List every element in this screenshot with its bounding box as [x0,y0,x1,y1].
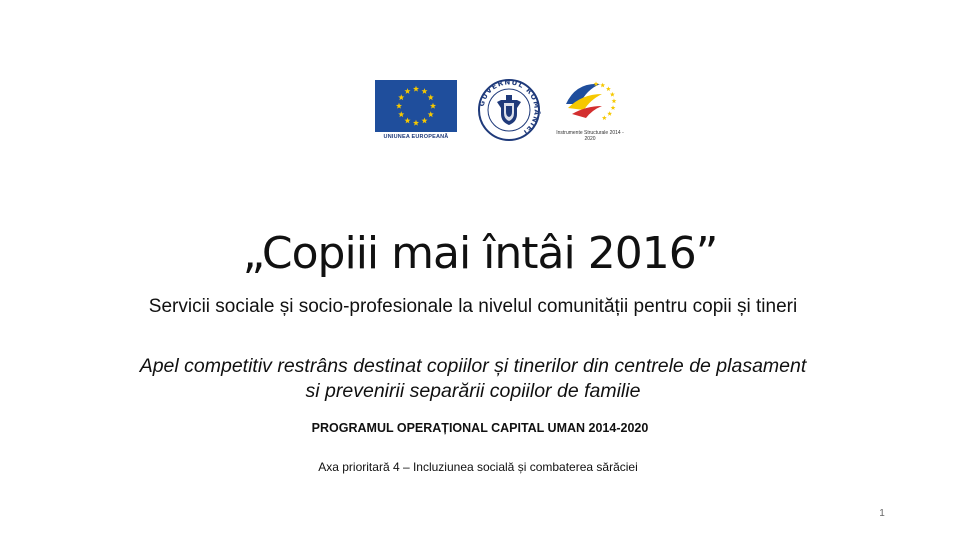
eu-star-icon [413,86,419,92]
call-line-2: si prevenirii separării copiilor de familie [305,380,641,402]
call-line-1: Apel competitiv restrâns destinat copiilor și tinerilor din centrele de plasament [139,355,807,377]
priority-axis: Axa prioritară 4 – Incluziunea socială și combaterea sărăciei [318,460,638,474]
eu-star-icon [404,118,410,124]
eu-flag-icon [375,80,457,132]
slide-subtitle: Servicii sociale și socio-profesionale la nivelul comunității pentru copii și tineri [148,296,798,317]
coat-of-arms-icon [497,95,521,125]
eu-star-icon [404,88,410,94]
slide-title: „Copiii mai întâi 2016” [242,228,718,279]
eu-star-icon [398,111,404,117]
structural-instruments-logo [556,74,624,144]
is-star-icon [600,83,605,88]
eu-star-icon [421,118,427,124]
eu-star-icon [428,111,434,117]
government-logo-text: GUVERNUL ROMÂNIEI [477,78,541,137]
eu-star-icon [421,88,427,94]
eu-star-icon [398,94,404,100]
eu-caption: UNIUNEA EUROPEANĂ [383,134,449,140]
eu-logo [373,78,459,142]
structural-instruments-caption: Instrumente Structurale 2014 - 2020 [556,130,624,142]
is-star-icon [610,92,615,97]
is-star-icon [607,111,612,116]
eu-star-icon [430,103,436,109]
structural-instruments-icon [566,81,616,120]
call-description [0,354,946,404]
is-star-icon [611,105,616,110]
eu-star-icon [413,120,419,126]
program-name: PROGRAMUL OPERAȚIONAL CAPITAL UMAN 2014-2020 [311,421,649,435]
eu-star-icon [428,94,434,100]
logo-bar [0,0,960,160]
eu-star-icon [396,103,402,109]
is-star-icon [606,86,611,91]
is-star-icon [602,115,607,120]
is-star-icon [612,98,617,103]
government-logo [477,78,541,142]
page-number: 1 [879,508,885,519]
